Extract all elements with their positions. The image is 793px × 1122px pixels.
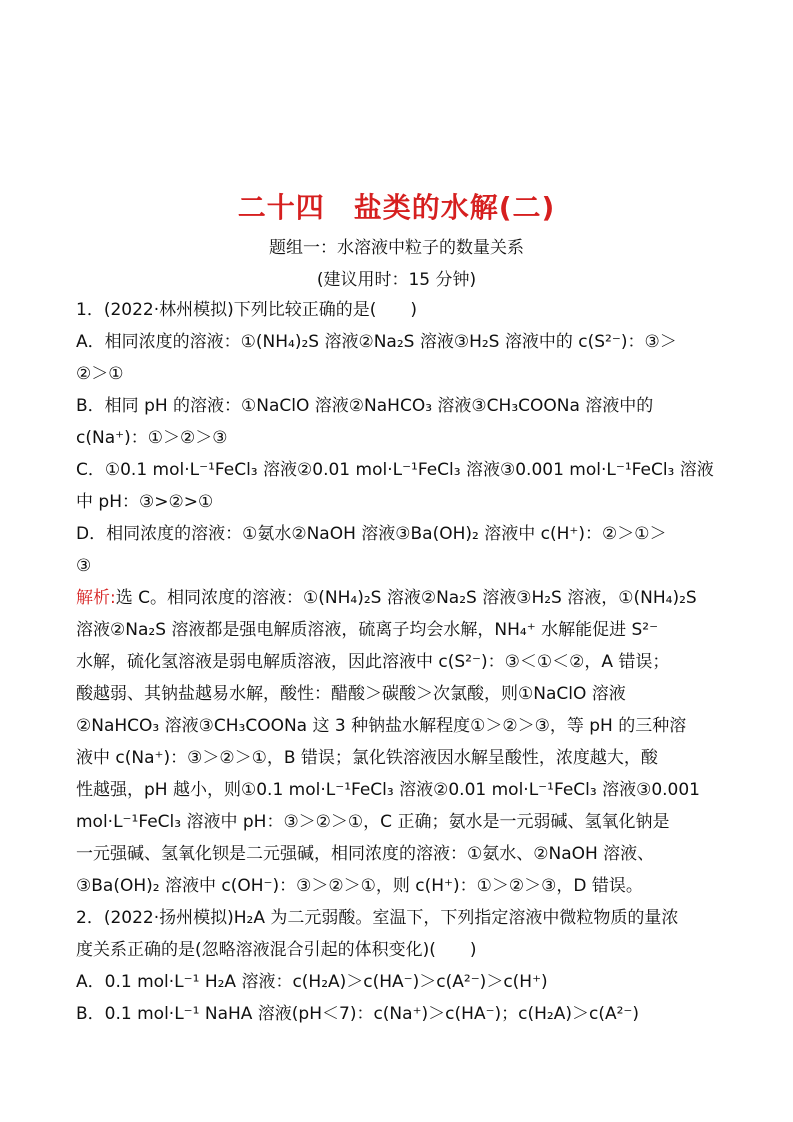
analysis-line-5: ②NaHCO₃ 溶液③CH₃COONa 这 3 种钠盐水解程度①＞②＞③，等 pH 的三种溶 xyxy=(76,716,687,736)
q2-option-a: A．0.1 mol·L⁻¹ H₂A 溶液：c(H₂A)＞c(HA⁻)＞c(A²⁻)＞c(H⁺) xyxy=(76,972,548,992)
q2-option-b: B．0.1 mol·L⁻¹ NaHA 溶液(pH＜7)：c(Na⁺)＞c(HA⁻)；c(H₂A)＞c(A²⁻) xyxy=(76,1004,640,1024)
option-c-line-1: C．①0.1 mol·L⁻¹FeCl₃ 溶液②0.01 mol·L⁻¹FeCl₃ 溶液③0.001 mol·L⁻¹FeCl₃ 溶液 xyxy=(76,460,714,480)
analysis-line-1 xyxy=(76,586,697,610)
analysis-line-10: ③Ba(OH)₂ 溶液中 c(OH⁻)：③＞②＞①，则 c(H⁺)：①＞②＞③，D 错误。 xyxy=(76,876,643,896)
analysis-line-9: 一元强碱、氢氧化钡是二元强碱，相同浓度的溶液：①氨水、②NaOH 溶液、 xyxy=(76,844,655,864)
question-1-stem: 1．(2022·林州模拟)下列比较正确的是( ) xyxy=(76,300,418,320)
option-d-line-1: D．相同浓度的溶液：①氨水②NaOH 溶液③Ba(OH)₂ 溶液中 c(H⁺)：②＞①＞ xyxy=(76,524,667,544)
analysis-line-4: 酸越弱、其钠盐越易水解，酸性：醋酸＞碳酸＞次氯酸，则①NaClO 溶液 xyxy=(76,684,626,704)
analysis-line-3: 水解，硫化氢溶液是弱电解质溶液，因此溶液中 c(S²⁻)：③＜①＜②，A 错误； xyxy=(76,652,670,672)
time-note: (建议用时：15 分钟) xyxy=(316,270,477,290)
option-c-line-2: 中 pH：③>②>① xyxy=(76,492,214,512)
analysis-text-1: 选 C。相同浓度的溶液：①(NH₄)₂S 溶液②Na₂S 溶液③H₂S 溶液，①(NH₄)₂S xyxy=(115,588,697,608)
option-b-line-2: c(Na⁺)：①＞②＞③ xyxy=(76,428,228,448)
question-2-stem-line-1: 2．(2022·扬州模拟)H₂A 为二元弱酸。室温下，下列指定溶液中微粒物质的量浓 xyxy=(76,908,679,928)
option-a-line-2: ②＞① xyxy=(76,364,124,384)
question-2-stem-line-2: 度关系正确的是(忽略溶液混合引起的体积变化)( ) xyxy=(76,940,477,960)
analysis-line-8: mol·L⁻¹FeCl₃ 溶液中 pH：③＞②＞①，C 正确；氨水是一元弱碱、氢氧化钠是 xyxy=(76,812,670,832)
page-title: 二十四 盐类的水解(二) xyxy=(237,191,556,224)
section-subtitle: 题组一：水溶液中粒子的数量关系 xyxy=(269,238,524,258)
analysis-line-7: 性越强，pH 越小，则①0.1 mol·L⁻¹FeCl₃ 溶液②0.01 mol·L⁻¹FeCl₃ 溶液③0.001 xyxy=(76,780,700,800)
option-d-line-2: ③ xyxy=(76,556,92,576)
option-b-line-1: B．相同 pH 的溶液：①NaClO 溶液②NaHCO₃ 溶液③CH₃COONa 溶液中的 xyxy=(76,396,654,416)
analysis-label: 解析: xyxy=(76,588,116,608)
analysis-line-2: 溶液②Na₂S 溶液都是强电解质溶液，硫离子均会水解，NH₄⁺ 水解能促进 S²⁻ xyxy=(76,620,659,640)
option-a-line-1: A．相同浓度的溶液：①(NH₄)₂S 溶液②Na₂S 溶液③H₂S 溶液中的 c(S²⁻)：③＞ xyxy=(76,332,677,352)
analysis-line-6: 液中 c(Na⁺)：③＞②＞①，B 错误；氯化铁溶液因水解呈酸性，浓度越大，酸 xyxy=(76,748,658,768)
